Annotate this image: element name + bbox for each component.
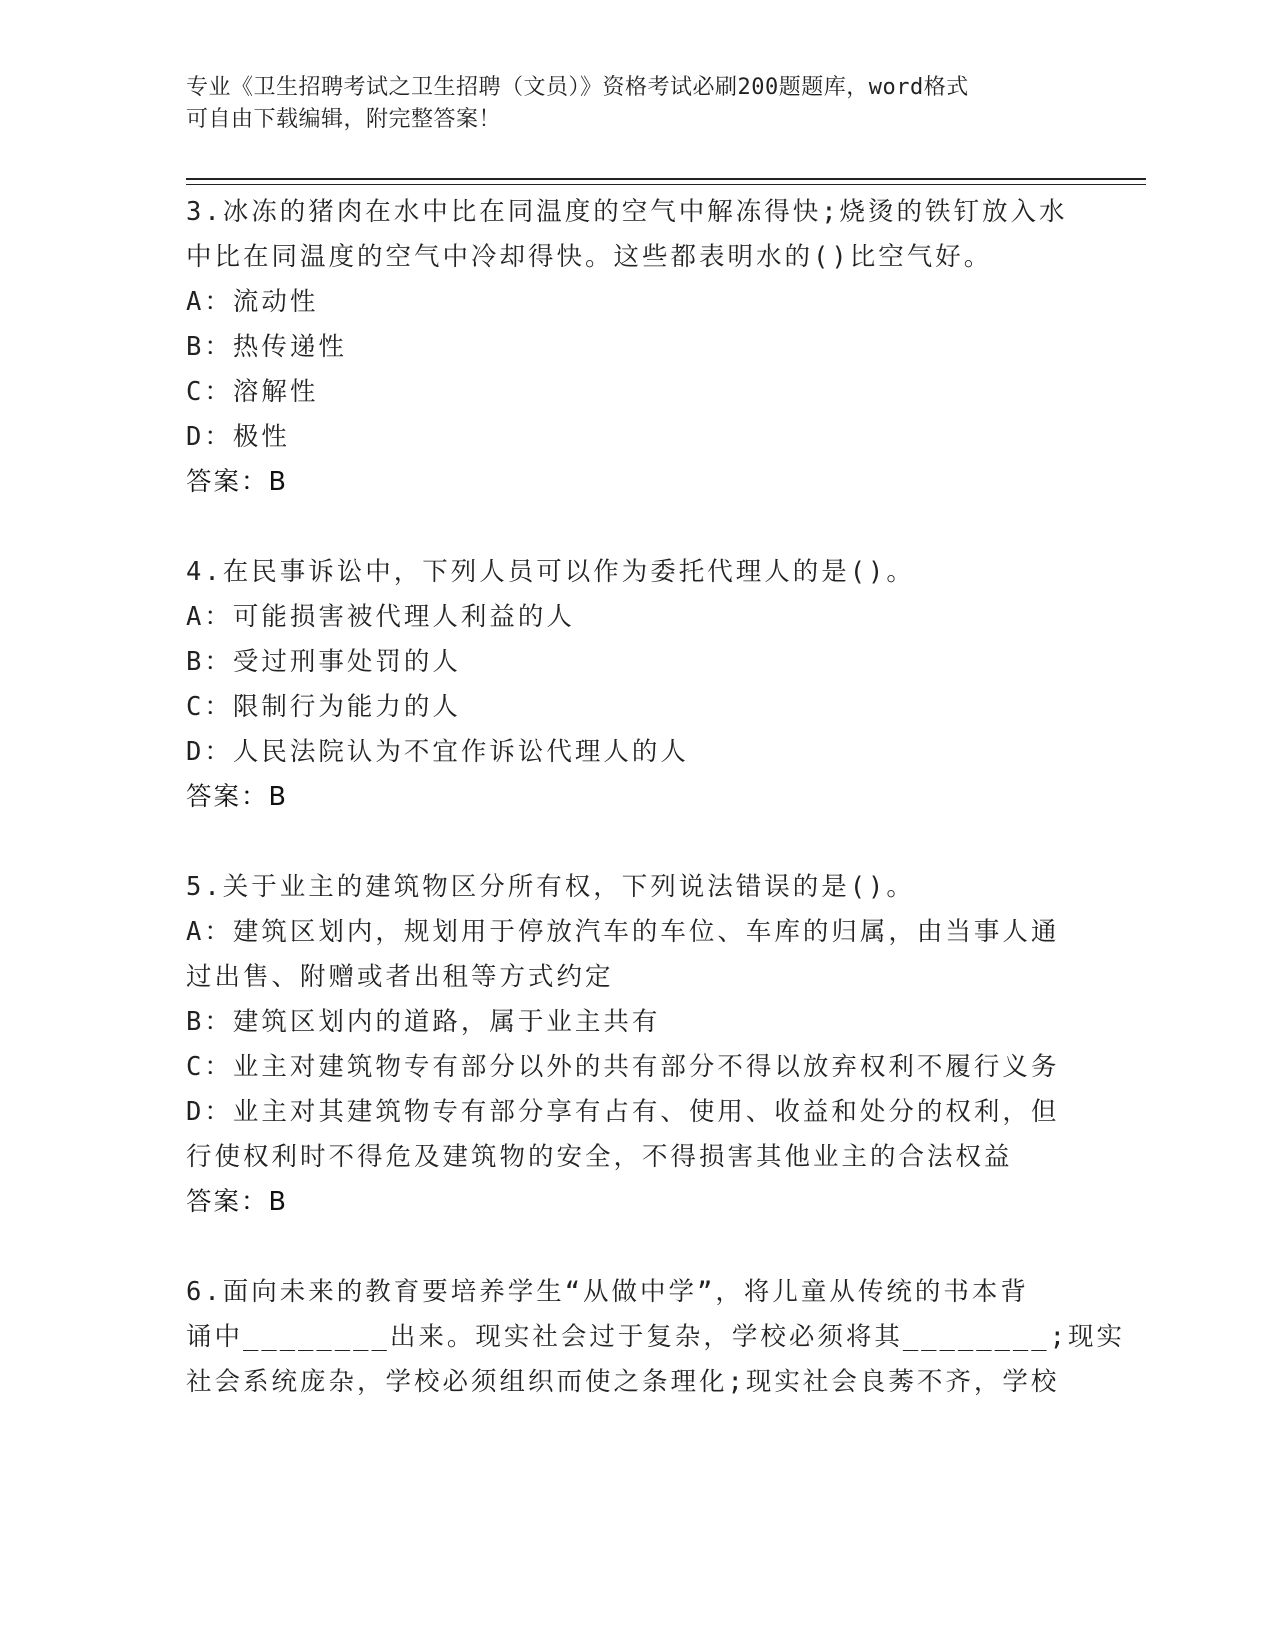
answer-line: 答案：B	[186, 782, 288, 812]
question-text: 5.关于业主的建筑物区分所有权，下列说法错误的是()。	[186, 872, 915, 902]
answer-line: 答案：B	[186, 467, 288, 497]
question-spacer	[186, 505, 1086, 550]
question-item	[186, 865, 1086, 1225]
question-text: 4.在民事诉讼中，下列人员可以作为委托代理人的是()。	[186, 557, 915, 587]
answer-line: 答案：B	[186, 1187, 288, 1217]
option-d: D：业主对其建筑物专有部分享有占有、使用、收益和处分的权利，但	[186, 1097, 1060, 1127]
option-d-continued: 行使权利时不得危及建筑物的安全，不得损害其他业主的合法权益	[186, 1142, 1013, 1172]
question-text: 6.面向未来的教育要培养学生“从做中学”，将儿童从传统的书本背	[186, 1277, 1029, 1307]
document-header	[186, 72, 1066, 136]
option-a-continued: 过出售、附赠或者出租等方式约定	[186, 962, 614, 992]
question-item	[186, 1270, 1125, 1405]
question-text: 社会系统庞杂，学校必须组织而使之条理化;现实社会良莠不齐，学校	[186, 1367, 1060, 1397]
question-spacer	[186, 820, 1086, 865]
option-b: B：受过刑事处罚的人	[186, 647, 461, 677]
header-rule-thick	[186, 178, 1146, 180]
option-b: B：建筑区划内的道路，属于业主共有	[186, 1007, 661, 1037]
header-rule-thin	[186, 184, 1146, 185]
question-text: 诵中________出来。现实社会过于复杂，学校必须将其________;现实	[186, 1322, 1125, 1352]
option-c: C：限制行为能力的人	[186, 692, 461, 722]
question-spacer	[186, 1225, 1086, 1270]
question-text: 3.冰冻的猪肉在水中比在同温度的空气中解冻得快;烧烫的铁钉放入水	[186, 197, 1068, 227]
option-b: B：热传递性	[186, 332, 347, 362]
option-c: C：业主对建筑物专有部分以外的共有部分不得以放弃权利不履行义务	[186, 1052, 1060, 1082]
option-d: D：人民法院认为不宜作诉讼代理人的人	[186, 737, 689, 767]
option-a: A：流动性	[186, 287, 319, 317]
option-c: C：溶解性	[186, 377, 319, 407]
question-list	[186, 190, 1125, 1405]
question-text: 中比在同温度的空气中冷却得快。这些都表明水的()比空气好。	[186, 242, 993, 272]
header-line-1: 专业《卫生招聘考试之卫生招聘（文员）》资格考试必刷200题题库，word格式	[186, 75, 969, 100]
header-line-2: 可自由下载编辑，附完整答案！	[186, 107, 502, 132]
question-item	[186, 190, 1086, 505]
question-item	[186, 550, 1086, 820]
option-a: A：建筑区划内，规划用于停放汽车的车位、车库的归属，由当事人通	[186, 917, 1060, 947]
option-d: D：极性	[186, 422, 290, 452]
option-a: A：可能损害被代理人利益的人	[186, 602, 575, 632]
